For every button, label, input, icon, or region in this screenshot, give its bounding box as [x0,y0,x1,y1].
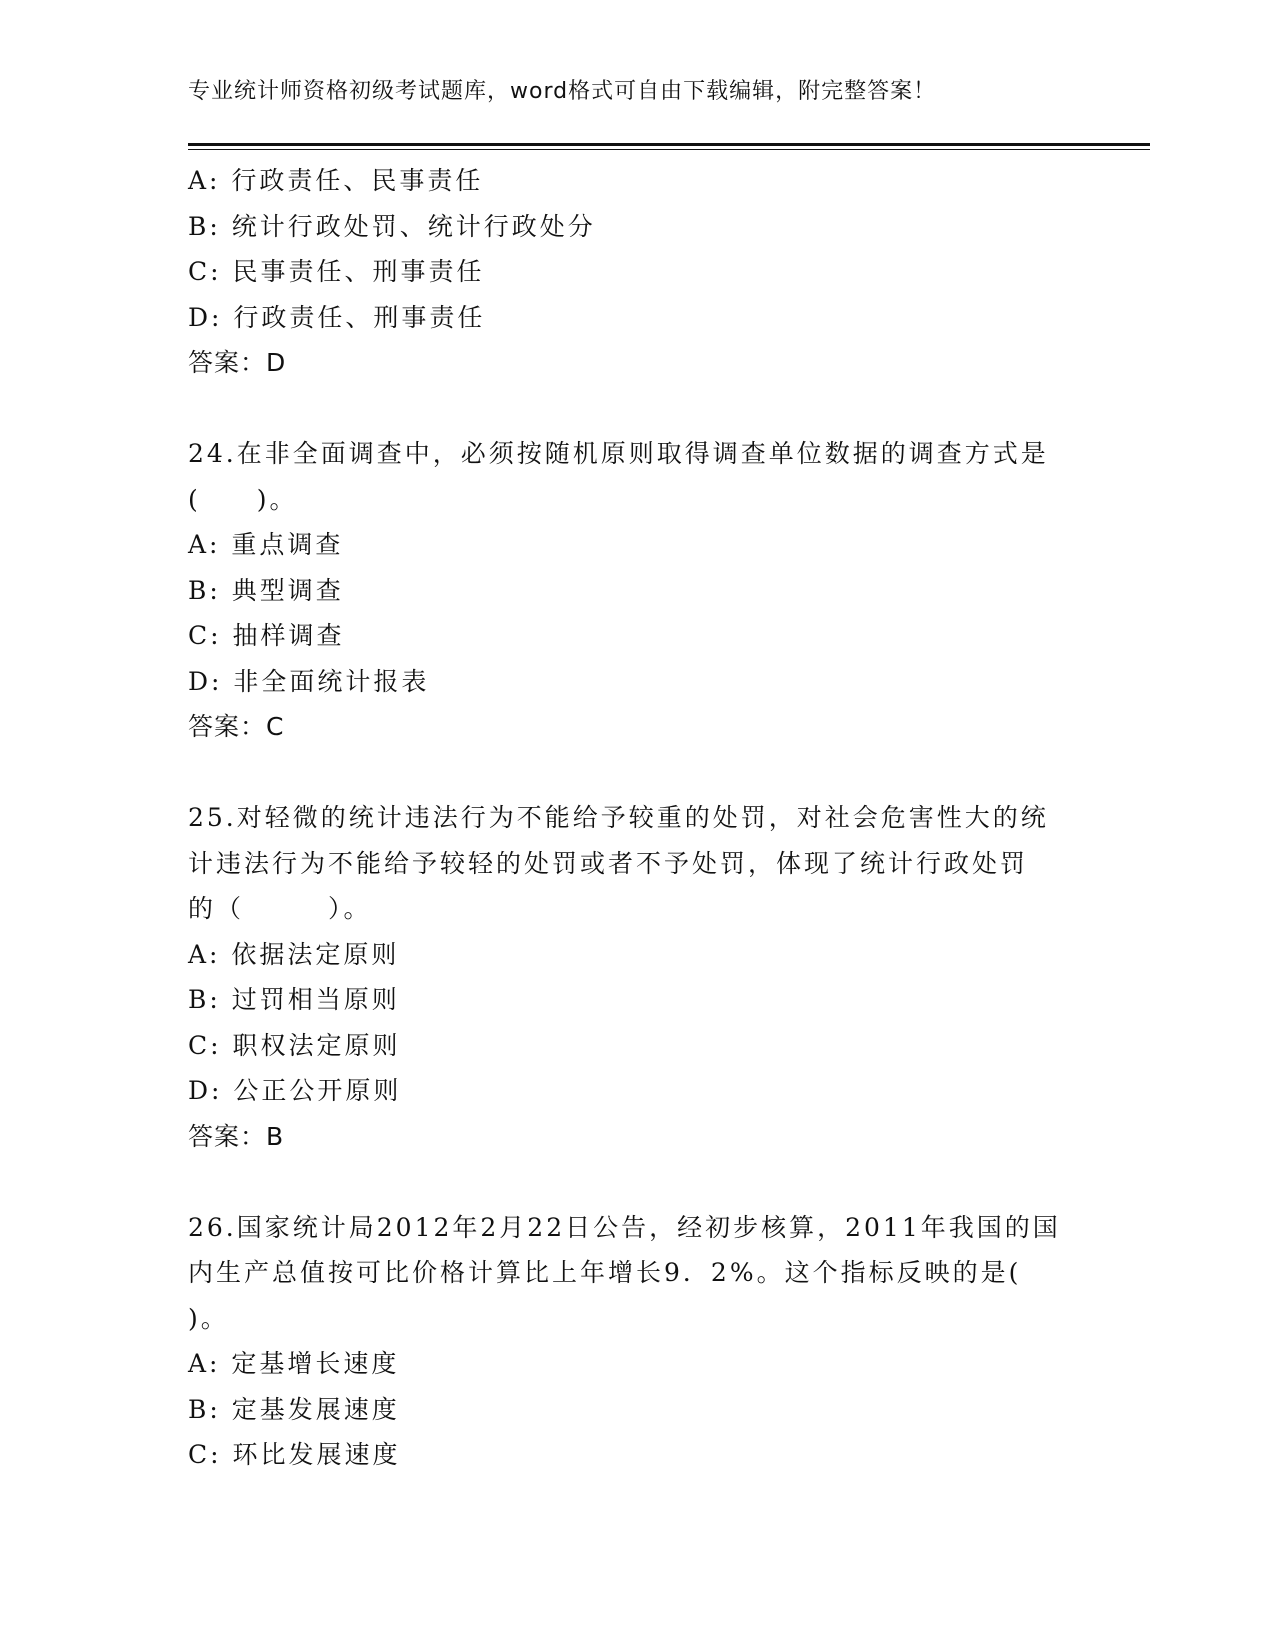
option-a: A: 重点调查 [188,530,344,559]
header-rule-thick [188,143,1150,146]
spacer [188,1159,1088,1205]
question-24-answer: 答案：C [188,712,285,741]
question-24-stem [188,431,1088,522]
option-c: C: 环比发展速度 [188,1440,401,1469]
option-d: D: 行政责任、刑事责任 [188,302,486,332]
option-b: B: 定基发展速度 [188,1394,400,1424]
header-rule-thin [188,149,1150,150]
option-d: D: 非全面统计报表 [188,666,430,696]
question-text-line: 25.对轻微的统计违法行为不能给予较重的处罚，对社会危害性大的统 [188,803,1049,832]
option-c: C: 职权法定原则 [188,1030,401,1060]
option-a: A: 行政责任、民事责任 [188,166,484,195]
option-b: B: 统计行政处罚、统计行政处分 [188,211,596,241]
question-text-line: 内生产总值按可比价格计算比上年增长9．2%。这个指标反映的是( [188,1258,1022,1287]
option-a: A: 定基增长速度 [188,1349,400,1378]
question-25-answer: 答案：B [188,1121,285,1151]
spacer [188,386,1088,432]
spacer [188,750,1088,796]
question-text-line: )。 [188,1303,229,1333]
question-text-line: ( )。 [188,484,298,514]
page-header-text: 专业统计师资格初级考试题库，word格式可自由下载编辑，附完整答案！ [188,79,937,104]
option-c: C: 抽样调查 [188,621,345,650]
question-25-options [188,932,1088,1114]
question-text-line: 的（ ）。 [188,894,372,923]
option-c: C: 民事责任、刑事责任 [188,257,485,286]
question-26-options [188,1341,1088,1478]
question-text-line: 26.国家统计局2012年2月22日公告，经初步核算，2011年我国的国 [188,1212,1061,1242]
option-b: B: 典型调查 [188,575,344,605]
question-25-stem [188,795,1088,932]
question-23-answer: 答案：D [188,348,287,377]
question-24-options [188,522,1088,704]
question-26-stem [188,1205,1088,1342]
question-23-options [188,158,1088,340]
option-a: A: 依据法定原则 [188,939,400,969]
option-b: B: 过罚相当原则 [188,985,400,1014]
question-text-line: 计违法行为不能给予较轻的处罚或者不予处罚，体现了统计行政处罚 [188,848,1029,878]
document-body [188,158,1088,1478]
question-text-line: 24.在非全面调查中，必须按随机原则取得调查单位数据的调查方式是 [188,439,1049,468]
option-d: D: 公正公开原则 [188,1076,402,1105]
